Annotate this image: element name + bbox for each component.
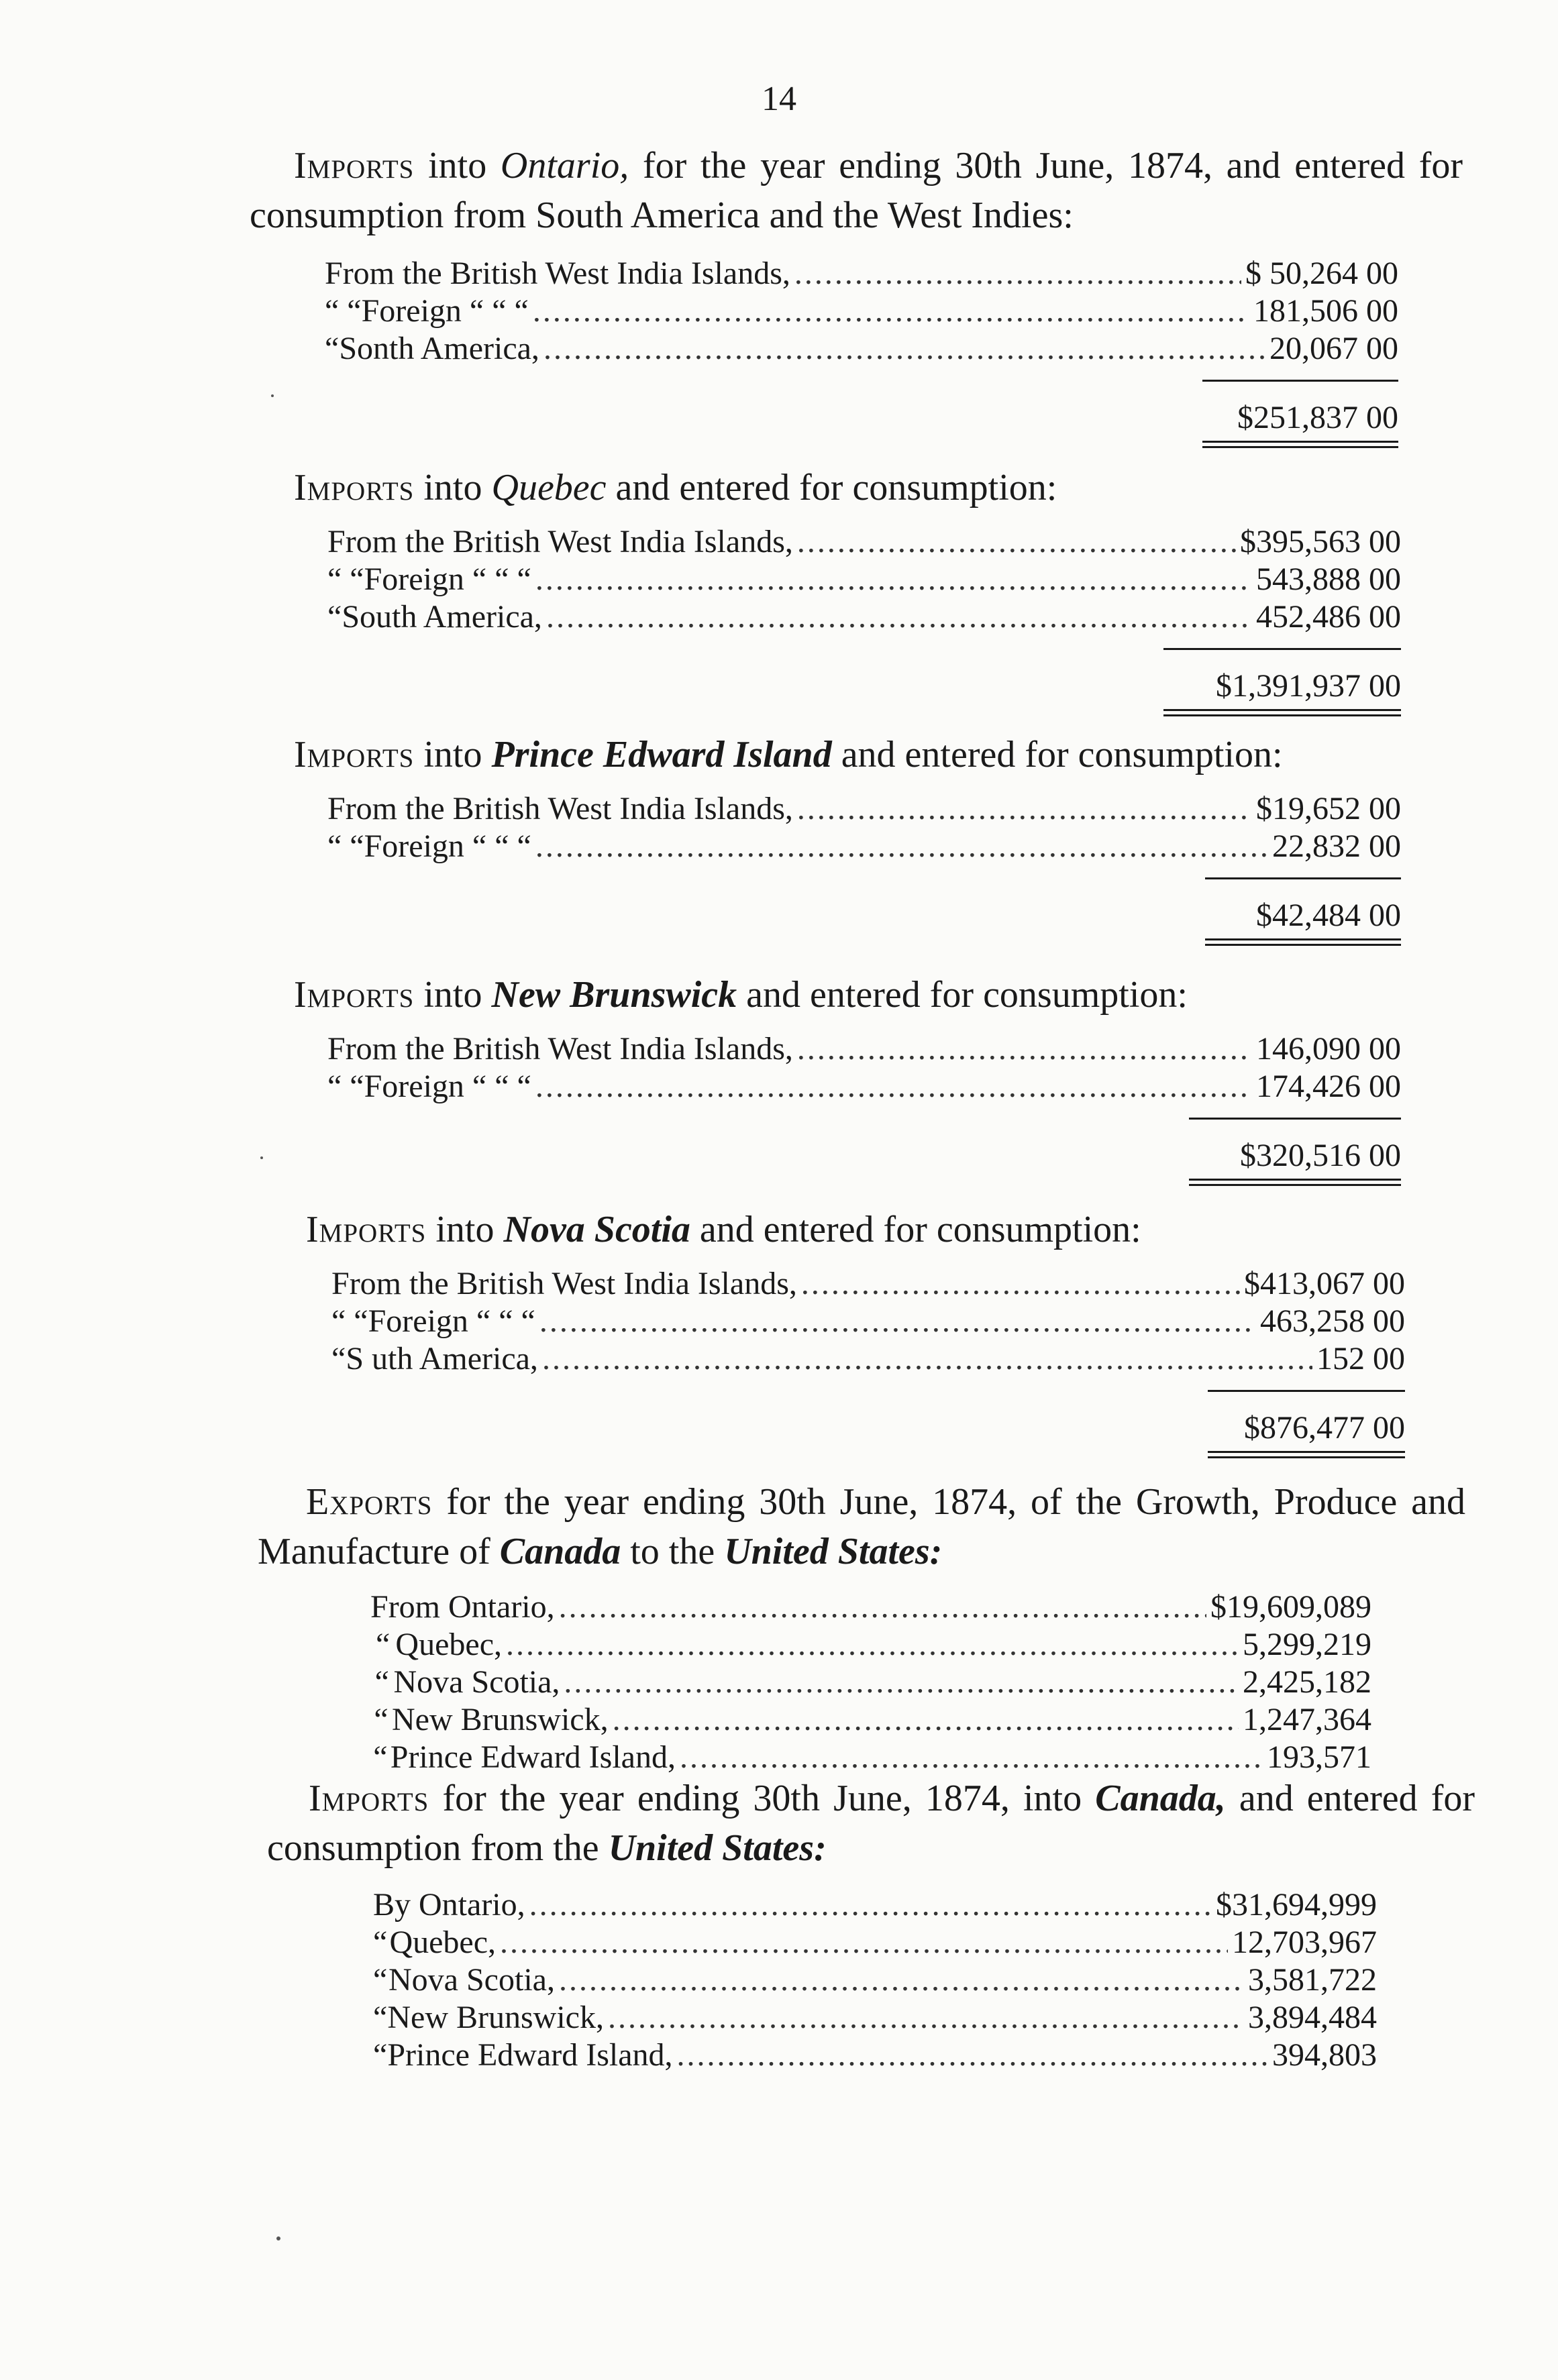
ledger-quebec	[327, 523, 1401, 636]
heading-new-brunswick: Imports into New Brunswick and entered for consumption:	[294, 974, 1188, 1016]
page-number: 14	[762, 80, 796, 118]
ledger-row: From the British West India Islands, ..... $395,563 00	[327, 523, 1401, 561]
sum-rule	[1189, 1118, 1401, 1120]
ledger-row: “ Sonth America, ..... 20,067 00	[325, 330, 1398, 368]
ledger-total: $42,484 00	[1256, 898, 1401, 933]
sum-rule	[1205, 877, 1401, 879]
ledger-row: From the British West India Islands, ..... $413,067 00	[331, 1265, 1405, 1303]
ledger-row: “ “ Foreign “ “ “ ..... 181,506 00	[325, 292, 1398, 330]
ledger-row: From Ontario, ..... $19,609,089	[370, 1588, 1371, 1626]
section-pei-imports	[0, 730, 1558, 946]
ledger-row: “ Nova Scotia, ..... 2,425,182	[370, 1664, 1371, 1701]
sum-rule	[1208, 1390, 1405, 1392]
total-double-rule	[1202, 441, 1398, 448]
total-double-rule	[1189, 1179, 1401, 1186]
ledger-row: “ “ Foreign “ “ “ ..... 22,832 00	[327, 828, 1401, 865]
heading-pei: Imports into Prince Edward Island and entered for consumption:	[294, 734, 1283, 775]
ledger-row: From the British West India Islands, ..... $19,652 00	[327, 790, 1401, 828]
ledger-row: “ S uth America, ..... 152 00	[331, 1340, 1405, 1378]
ledger-row: “ Quebec, ..... 12,703,967	[373, 1924, 1377, 1961]
ledger-row: From the British West India Islands, ..... $ 50,264 00	[325, 255, 1398, 292]
section-nova-scotia-imports	[0, 1205, 1558, 1458]
section-ontario-imports	[0, 141, 1558, 448]
section-exports	[0, 1477, 1558, 1776]
ledger-total: $251,837 00	[1237, 400, 1398, 435]
ledger-ontario	[325, 255, 1398, 368]
ledger-row: “ Quebec, ..... 5,299,219	[370, 1626, 1371, 1664]
section-quebec-imports	[0, 463, 1558, 716]
heading-exports: Exports for the year ending 30th June, 1874, of the Growth, Produce and Manufacture of Canada to the United States:	[258, 1481, 1465, 1572]
ledger-row: “ South America, ..... 452,486 00	[327, 598, 1401, 636]
ledger-row: From the British West India Islands, ..... 146,090 00	[327, 1030, 1401, 1068]
ledger-row: “ Nova Scotia, ..... 3,581,722	[373, 1961, 1377, 1999]
ledger-nova-scotia	[331, 1265, 1405, 1378]
ledger-new-brunswick	[327, 1030, 1401, 1105]
total-double-rule	[1163, 709, 1401, 716]
ledger-exports	[370, 1588, 1371, 1776]
heading-quebec: Imports into Quebec and entered for consumption:	[294, 467, 1057, 508]
ledger-row: “ New Brunswick, ..... 1,247,364	[370, 1701, 1371, 1739]
section-new-brunswick-imports	[0, 970, 1558, 1186]
ledger-row: “ “ Foreign “ “ “ ..... 543,888 00	[327, 561, 1401, 598]
heading-us-imports: Imports for the year ending 30th June, 1874, into Canada, and entered for consumption from the United States:	[267, 1778, 1475, 1869]
ledger-total: $1,391,937 00	[1216, 668, 1401, 704]
heading-ontario: Imports into Ontario, for the year ending 30th June, 1874, and entered for consumption from South America and the West Indies:	[250, 145, 1463, 236]
ledger-total: $876,477 00	[1244, 1410, 1405, 1446]
ledger-row: “ Prince Edward Island, ..... 394,803	[373, 2037, 1377, 2074]
total-double-rule	[1208, 1451, 1405, 1458]
ledger-row: “ “ Foreign “ “ “ ..... 174,426 00	[327, 1068, 1401, 1105]
scan-speck	[260, 1156, 263, 1159]
total-double-rule	[1205, 938, 1401, 946]
sum-rule	[1163, 648, 1401, 650]
ledger-row: By Ontario, ..... $31,694,999	[373, 1886, 1377, 1924]
section-us-imports	[0, 1774, 1558, 2074]
ledger-us-imports	[373, 1886, 1377, 2074]
heading-lead: Imports	[294, 145, 415, 186]
scan-speck	[271, 394, 274, 397]
heading-nova-scotia: Imports into Nova Scotia and entered for consumption:	[306, 1209, 1141, 1250]
sum-rule	[1202, 380, 1398, 382]
ledger-total: $320,516 00	[1240, 1138, 1401, 1173]
heading-place: Ontario,	[500, 145, 629, 186]
ledger-row: “ “ Foreign “ “ “ ..... 463,258 00	[331, 1303, 1405, 1340]
scan-speck	[276, 2236, 280, 2240]
ledger-pei	[327, 790, 1401, 865]
ledger-row: “ New Brunswick, ..... 3,894,484	[373, 1999, 1377, 2037]
ledger-row: “ Prince Edward Island, ..... 193,571	[370, 1739, 1371, 1776]
